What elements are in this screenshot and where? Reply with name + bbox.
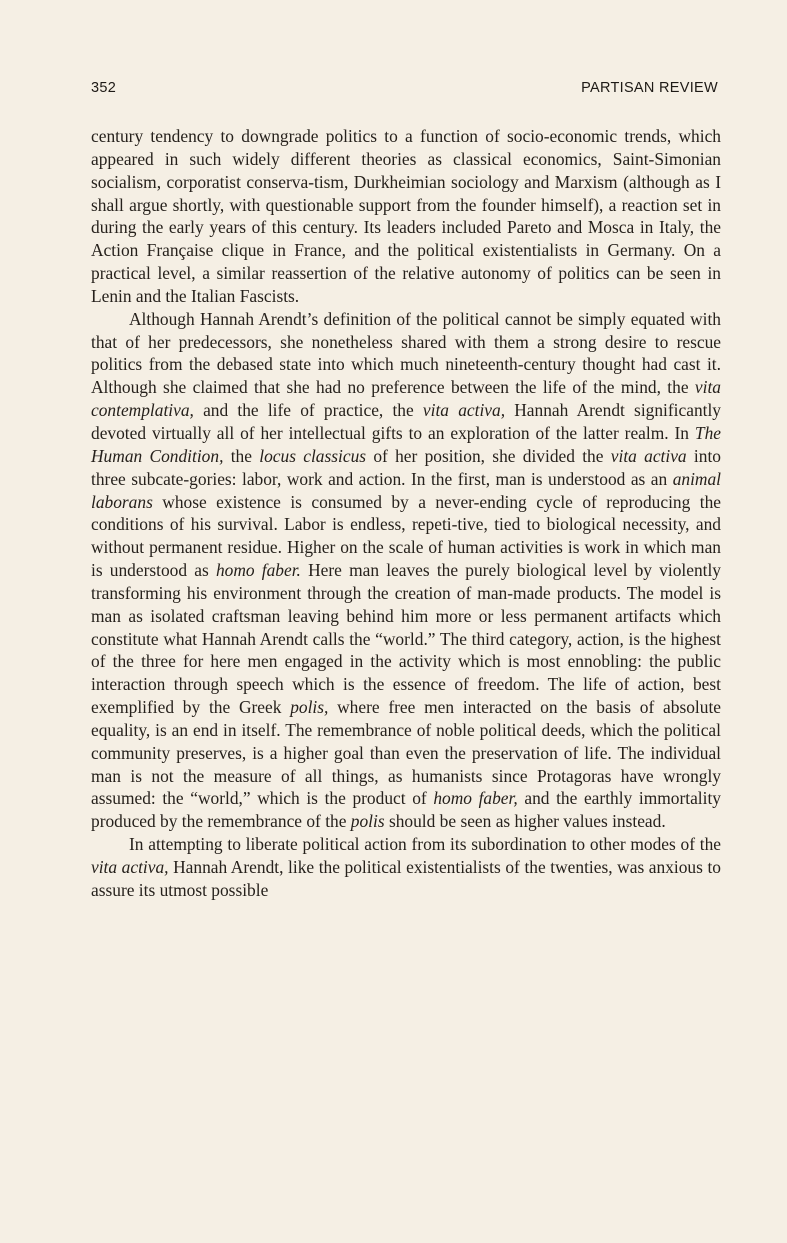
text-segment: of her position, she divided the xyxy=(366,445,611,466)
paragraph xyxy=(91,308,721,833)
italic-text: vita activa, xyxy=(91,857,169,877)
italic-text: homo faber. xyxy=(215,560,301,581)
text-segment: Here man leaves the purely biological level by violently transforming his environment through the creation of man-made products. The model is man as isolated craftsman leaving behind him more or less permanent artifacts which constitute what Hannah Arendt calls the “world.” The third category, action, is the highest of the three for here men engaged in the activity which is most ennobling: the public interaction through speech which is the essence of freedom. The life of action, best exemplified by the Greek xyxy=(91,560,721,718)
text-segment: Although Hannah Arendt’s definition of the political cannot be simply equated with that of her predecessors, she nonetheless shared with them a strong desire to rescue politics from the debased state into which much nineteenth-century thought had cast it. Although she claimed that she had no preference between the life of the mind, the xyxy=(91,308,721,398)
journal-title: PARTISAN REVIEW xyxy=(581,80,718,96)
text-segment: In attempting to liberate political action from its subordination to other modes of the xyxy=(129,834,721,855)
italic-text: vita activa, xyxy=(422,400,506,421)
text-segment: Hannah Arendt, like the political existentialists of the twenties, was anxious to assure its utmost possible xyxy=(91,857,722,900)
text-segment: century tendency to downgrade politics to a function of socio-economic trends, which appeared in such widely different theories as classical economics, Saint-Simonian socialism, corporatist conserva-tism, Durkheimian sociology and Marxism (although as I shall argue shortly, with questionable support from the founder himself), a reaction set in during the early years of this century. Its leaders included Pareto and Mosca in Italy, the Action Française clique in France, and the political existentialists in Germany. On a practical level, a similar reassertion of the relative autonomy of politics can be seen in Lenin and the Italian Fascists. xyxy=(91,126,721,306)
paragraph xyxy=(91,125,721,308)
text-segment: Hannah Arendt significantly devoted virtually all of her intellectual gifts to an exploration of the latter realm. In xyxy=(91,400,721,443)
italic-text: animal laborans xyxy=(91,468,721,512)
text-segment: where free men interacted on the basis of absolute equality, is an end in itself. The remembrance of noble political deeds, which the political community preserves, is a higher goal than even the preservation of life. The individual man is not the measure of all things, as humanists since Protagoras have wrongly assumed: the “world,” which is the product of xyxy=(91,697,721,809)
text-segment: should be seen as higher values instead. xyxy=(384,811,666,832)
italic-text: locus classicus xyxy=(259,445,367,466)
text-segment: into three subcate-gories: labor, work and action. In the first, man is understood as an xyxy=(91,445,721,489)
text-segment: and the earthly immortality produced by the remembrance of the xyxy=(91,788,721,832)
italic-text: polis xyxy=(350,811,385,832)
italic-text: The Human Condition, xyxy=(91,422,721,466)
page-number: 352 xyxy=(91,80,117,96)
body-text xyxy=(91,125,721,902)
running-header xyxy=(91,80,718,102)
italic-text: homo faber, xyxy=(433,788,518,809)
text-segment: and the life of practice, the xyxy=(193,400,423,421)
text-segment: the xyxy=(223,445,260,466)
italic-text: polis, xyxy=(290,697,329,718)
text-segment: whose existence is consumed by a never-ending cycle of reproducing the conditions of his survival. Labor is endless, repeti-tive, tied to biological necessity, and without permanent residue. Higher on the scale of human activities is work in which man is understood as xyxy=(91,491,721,581)
italic-text: vita activa xyxy=(610,445,687,466)
paragraph xyxy=(91,833,721,902)
italic-text: vita contemplativa, xyxy=(91,377,721,421)
